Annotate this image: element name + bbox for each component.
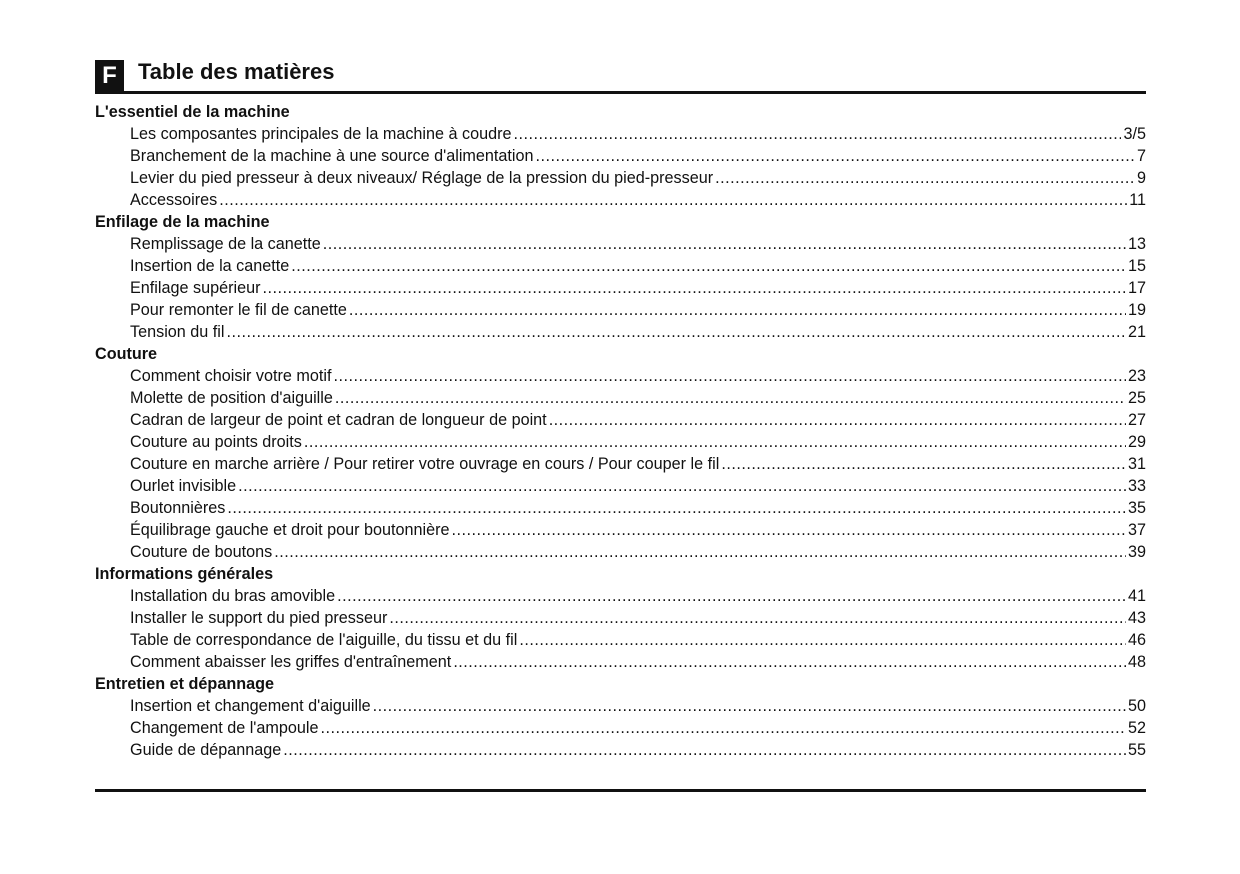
section-title: Enfilage de la machine <box>95 213 270 231</box>
toc-entry[interactable] <box>95 475 1146 497</box>
toc-entry-page: 52 <box>1127 719 1146 737</box>
dot-leader <box>219 189 1127 211</box>
toc-entry-page: 25 <box>1127 389 1146 407</box>
toc-entry[interactable] <box>95 453 1146 475</box>
toc-entry[interactable] <box>95 255 1146 277</box>
toc-entry[interactable] <box>95 277 1146 299</box>
toc-entry-page: 31 <box>1127 455 1146 473</box>
toc-entry[interactable] <box>95 519 1146 541</box>
toc-entry[interactable] <box>95 695 1146 717</box>
toc-entry-label: Changement de l'ampoule <box>130 719 319 737</box>
dot-leader <box>274 541 1126 563</box>
dot-leader <box>226 321 1126 343</box>
toc-entry-page: 15 <box>1127 257 1146 275</box>
toc-entry-label: Couture en marche arrière / Pour retirer votre ouvrage en cours / Pour couper le fil <box>130 455 720 473</box>
language-badge: F <box>95 60 124 91</box>
section-title: Couture <box>95 345 158 363</box>
section-title: Informations générales <box>95 565 274 583</box>
toc-entry-page: 55 <box>1127 741 1146 759</box>
toc-entry-label: Insertion et changement d'aiguille <box>130 697 371 715</box>
toc-entry[interactable] <box>95 409 1146 431</box>
dot-leader <box>283 739 1126 761</box>
toc-entry-label: Insertion de la canette <box>130 257 290 275</box>
dot-leader <box>334 365 1126 387</box>
dot-leader <box>715 167 1135 189</box>
toc-entry-page: 41 <box>1127 587 1146 605</box>
toc-entry-page: 50 <box>1127 697 1146 715</box>
toc-entry-label: Installer le support du pied presseur <box>130 609 388 627</box>
toc-entry-label: Couture de boutons <box>130 543 273 561</box>
dot-leader <box>227 497 1126 519</box>
toc-entry[interactable] <box>95 541 1146 563</box>
toc-entry-label: Remplissage de la canette <box>130 235 321 253</box>
dot-leader <box>453 651 1126 673</box>
toc-entry[interactable] <box>95 717 1146 739</box>
toc-entry[interactable] <box>95 387 1146 409</box>
dot-leader <box>549 409 1126 431</box>
toc-entry-page: 29 <box>1127 433 1146 451</box>
toc-entry-label: Pour remonter le fil de canette <box>130 301 347 319</box>
toc-entry-page: 46 <box>1127 631 1146 649</box>
toc-entry-label: Enfilage supérieur <box>130 279 261 297</box>
toc-entry-label: Cadran de largeur de point et cadran de longueur de point <box>130 411 547 429</box>
page-title: Table des matières <box>138 59 335 84</box>
toc-entry[interactable] <box>95 299 1146 321</box>
toc-entry-label: Les composantes principales de la machine à coudre <box>130 125 512 143</box>
toc-entry-label: Tension du fil <box>130 323 225 341</box>
toc-entry[interactable] <box>95 233 1146 255</box>
toc-entry-page: 23 <box>1127 367 1146 385</box>
dot-leader <box>238 475 1126 497</box>
toc-entry-label: Levier du pied presseur à deux niveaux/ Réglage de la pression du pied-presseur <box>130 169 714 187</box>
dot-leader <box>519 629 1126 651</box>
toc-entry-page: 48 <box>1127 653 1146 671</box>
footer-rule <box>95 789 1146 792</box>
toc-entry-page: 39 <box>1127 543 1146 561</box>
toc-entry[interactable] <box>95 145 1146 167</box>
toc-entry-label: Boutonnières <box>130 499 226 517</box>
toc-entry-page: 11 <box>1129 191 1146 209</box>
table-of-contents <box>95 101 1146 761</box>
toc-entry[interactable] <box>95 431 1146 453</box>
toc-entry[interactable] <box>95 651 1146 673</box>
toc-entry-label: Comment choisir votre motif <box>130 367 332 385</box>
dot-leader <box>320 717 1126 739</box>
toc-entry-label: Couture au points droits <box>130 433 302 451</box>
dot-leader <box>536 145 1135 167</box>
toc-entry[interactable] <box>95 585 1146 607</box>
toc-entry-label: Table de correspondance de l'aiguille, du tissu et du fil <box>130 631 518 649</box>
toc-entry-page: 21 <box>1127 323 1146 341</box>
dot-leader <box>304 431 1126 453</box>
toc-entry-page: 19 <box>1127 301 1146 319</box>
toc-entry-label: Équilibrage gauche et droit pour boutonnière <box>130 521 450 539</box>
toc-entry[interactable] <box>95 739 1146 761</box>
dot-leader <box>389 607 1126 629</box>
toc-entry-label: Guide de dépannage <box>130 741 282 759</box>
dot-leader <box>349 299 1126 321</box>
dot-leader <box>291 255 1126 277</box>
dot-leader <box>721 453 1126 475</box>
toc-entry-page: 17 <box>1127 279 1146 297</box>
toc-entry[interactable] <box>95 123 1146 145</box>
toc-entry-label: Molette de position d'aiguille <box>130 389 333 407</box>
dot-leader <box>451 519 1126 541</box>
toc-entry-page: 7 <box>1136 147 1146 165</box>
dot-leader <box>373 695 1126 717</box>
toc-entry-label: Branchement de la machine à une source d'alimentation <box>130 147 534 165</box>
dot-leader <box>262 277 1126 299</box>
toc-entry-page: 9 <box>1136 169 1146 187</box>
toc-entry-label: Ourlet invisible <box>130 477 237 495</box>
toc-entry[interactable] <box>95 321 1146 343</box>
dot-leader <box>323 233 1126 255</box>
toc-entry[interactable] <box>95 365 1146 387</box>
toc-entry-label: Installation du bras amovible <box>130 587 336 605</box>
toc-entry[interactable] <box>95 189 1146 211</box>
page-header <box>95 58 1146 94</box>
toc-entry-label: Accessoires <box>130 191 218 209</box>
section-title: L'essentiel de la machine <box>95 103 290 121</box>
dot-leader <box>337 585 1126 607</box>
toc-entry-page: 37 <box>1127 521 1146 539</box>
toc-entry[interactable] <box>95 497 1146 519</box>
toc-entry-page: 43 <box>1127 609 1146 627</box>
toc-entry-page: 13 <box>1127 235 1146 253</box>
toc-entry[interactable] <box>95 167 1146 189</box>
toc-entry-page: 33 <box>1127 477 1146 495</box>
toc-entry-page: 27 <box>1127 411 1146 429</box>
toc-entry-page: 3/5 <box>1123 125 1146 143</box>
toc-entry-page: 35 <box>1127 499 1146 517</box>
dot-leader <box>514 123 1122 145</box>
toc-entry[interactable] <box>95 607 1146 629</box>
toc-entry-label: Comment abaisser les griffes d'entraînement <box>130 653 452 671</box>
section-title: Entretien et dépannage <box>95 675 274 693</box>
dot-leader <box>335 387 1126 409</box>
toc-entry[interactable] <box>95 629 1146 651</box>
